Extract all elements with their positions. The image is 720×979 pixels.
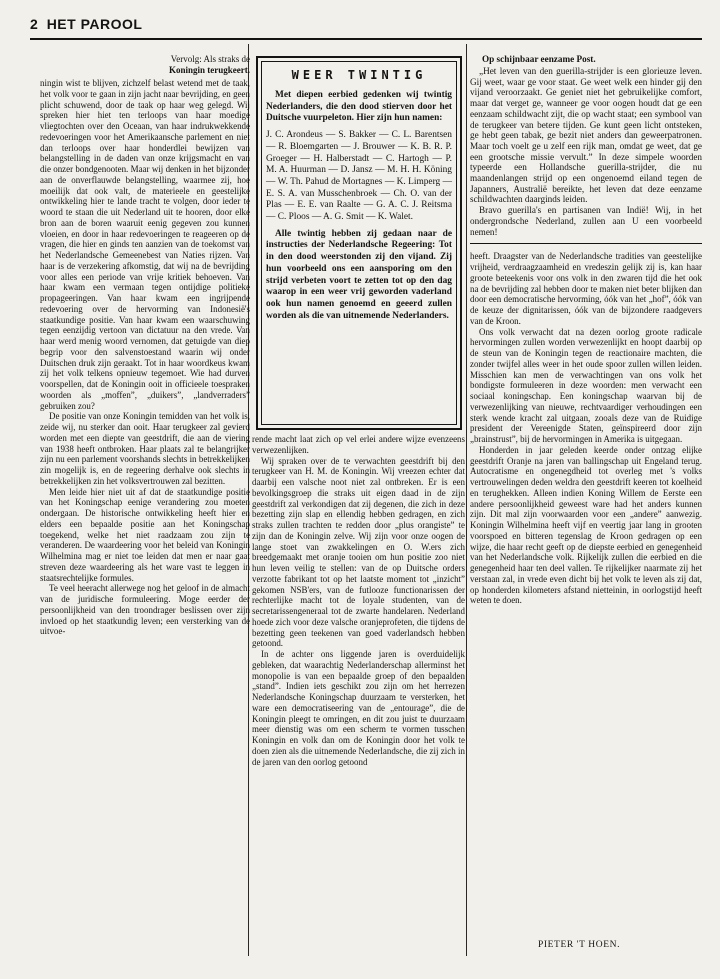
paragraph: Wij spraken over de te verwachten geestdrift bij den terugkeer van H. M. de Koningin. Wij vreezen echter dat daarbij een valsche noot niet zal ontbreken. Er is een bevolkingsgroep die straks uit eigen daad in de zijn geestdrift zal verkondigen dat zij degenen, die zich in deze bezetting zijn slap en ellendig hebben gedragen, en zich straks zullen trachten te redden door „plus orangiste” te zijn dan de Koningin zelve. Wij zijn voor onze oogen de lange stoet van zwakkelingen en O. W.ers zich breedgemaakt met oranje tooien om hun positie zoo niet hun leven veilig te stellen: van de op Duitsche orders verzotte fabrikant tot op het laatste moment tot „inzicht” gekomen NSB'ers, van de futlooze functionarissen der rechterlijke macht tot de loyale studenten, van de secretarissengeneraal tot de zwarte handelaren. Nederland hoede zich voor deze valsche oranjeprofeten, die tijdens de bezetting geen teekenen van goed vaderlandsch hebben getoond. (252, 455, 465, 649)
author-signature: PIETER 'T HOEN. (538, 940, 621, 950)
section-rule (470, 243, 702, 244)
column-divider (466, 44, 467, 956)
sidebar-heading: Op schijnbaar eenzame Post. (482, 54, 596, 64)
box-intro: Met diepen eerbied gedenken wij twintig Nederlanders, die den dood stierven door het Duitsche vuurpeleton. Hier zijn hun namen: (266, 90, 452, 124)
box-names: J. C. Arondeus — S. Bakker — C. L. Barentsen — R. Bloemgarten — J. Brouwer — K. B. R. P. Groeger — H. Halberstadt — C. Hartogh — P. M. A. Huurman — D. Jansz — M. H. H. Köning — W. Th. Pahud de Mortagnes — K. Limperg — E. S. A. van Musschenbroek — Ch. O. van der Plas — E. E. van Raalte — G. A. C. J. Reitsma — C. Ploos — A. G. Smit — K. Walet. (266, 130, 452, 223)
paragraph: Bravo guerilla's en partisanen van Indië! Wij, in het ondergrondsche Nederland, zullen aan U een voorbeeld nemen! (470, 205, 702, 237)
box-outro: Alle twintig hebben zij gedaan naar de instructies der Nederlandsche Regeering: Tot in den dood weerstonden zij den vijand. Zij hun voorbeeld ons een aansporing om den strijd verbeten voort te zetten tot op den dag waarop in een weer vrij geworden vaderland ook hun namen genoemd en geeerd zullen worden als die van uitnemende Nederlanders. (266, 228, 452, 321)
paragraph: rende macht laat zich op vel erlei andere wijze evenzeens verwezenlijken. (252, 434, 465, 455)
paragraph: Te veel heeracht allerwege nog het geloof in de almacht van de juridische formuleering. Moge eerder der persoonlijkheid van den troondrager beslissen over zijn invloed op het staatkundig leven; een versterking van de uitvoe- (40, 583, 250, 637)
article-body (470, 251, 702, 606)
page-header (30, 16, 700, 34)
paragraph: heeft. Draagster van de Nederlandsche tradities van geestelijke vrijheid, verdraagzaamheid en vredeszin gelijk zij is, kan haar groote beteekenis voor ons volk in den zwaren tijd die het ook na de bevrijding zal hebben door te maken niet beter blijken dan door een democratische hervorming, óók van het „hof”, óók van de keuze der dignitarissen, óók van de bijzondere raadgevers van de Kroon. (470, 251, 702, 326)
paragraph: „Het leven van den guerilla-strijder is een glorieuze leven. Gij weet, waar ge voor staat. Ge weet welk een hinder gij den vijand veroorzaakt. Ge geniet niet het gebruikelijke comfort, maar dat verget ge, wanneer ge voor oogen houdt dat ge een eenzaam schildwacht zijt, die op wacht staat; een symbool van de terugkeer van betere tijden. Ge kunt geen licht ontsteken, ge hebt geen tabak, ge bezit niet anders dan geweerpatronen. Maar toch voelt ge u zelf een rijk man, omdat ge weet, dat ge een grootsche missie vervult.” In deze simpele woorden typeerde een Hollandsche guerilla-strijder, die nu maandenlangen strijd op een ongenoemd eiland tegen de Japanners, Australië bereikte, het leven dat deze eenzame schildwachten daarginds leiden. (470, 66, 702, 205)
box-title: WEER TWINTIG (291, 68, 427, 82)
column-2 (252, 44, 465, 767)
paragraph: Ons volk verwacht dat na dezen oorlog groote radicale hervormingen zullen worden verwezenlijkt en hoopt daarbij op de steun van de Koningin tegen de reactionaire machten, die zonder twijfel alles weer in het oude spoor zullen willen leiden. Misschien kan men de verwachtingen van ons volk het bondigste formuleeren in deze woorden: men verwacht een sociaal koningschap. Een koningschap waarvan bij de verwezenlijking van nieuwe, rechtvaardiger verhoudingen een sterk wende kracht zal uitgaan, zooals deze van de Ruidige president der Vereenigde Staten, geïnspireerd door zijn „brainstrust”, bij de hervormingen in Amerika is uitgegaan. (470, 326, 702, 444)
newspaper-title: HET PAROOL (46, 16, 143, 32)
paragraph: De positie van onze Koningin temidden van het volk is, zeide wij, nu sterker dan ooit. Haar terugkeer zal gevierd worden met een diepte van geestdrift, die aan de viering van 1938 heeft ontbroken. Haar plaats zal te belangrijker zijn nu een parlement voorshands slechts in betrekkelijken zin mogelijk is, en de regeering derhalve ook slechts in betrekkelijken zin het volksvertrouwen zal bezitten. (40, 411, 250, 486)
header-rule (30, 38, 702, 40)
continuation-label: Vervolg: Als straks de (170, 54, 250, 64)
column-1 (40, 44, 250, 637)
paragraph: In de achter ons liggende jaren is overduidelijk gebleken, dat waarachtig Nederlanderschap allerminst het monopolie is van een bepaalde groep of den bepaalden „stand”. Indien iets geschikt zou zijn om het herrezen Nederlandsche Koningschap duurzaam te versterken, het ware een democratiseering van de „entourage”, die de Koningin pleegt te omringen, en dit zou juist te duurzaam meer dienstig was om een scherm te vormen tusschen Koningin en volk dan om de Koningin door het volk te doen zien als die uitnemende Nederlandsche, die zij zich in de jaren van den oorlog getoond (252, 649, 465, 767)
paragraph: Men leide hier niet uit af dat de staatkundige positie van het Koningschap eenige verandering zou moeten ondergaan. De historische ontwikkeling heeft hier en elders een bepaalde positie aan het Koningschap toegekend, welke het niet raadzaam zou zijn te veranderen. De waardeering voor het beleid van Koningin Wilhelmina mag er niet toe leiden dat men er naar gaat streven deze waardeering als het ware vast te leggen in staatsrechtelijke formules. (40, 486, 250, 583)
page-number: 2 (30, 16, 39, 32)
sidebar-article (470, 66, 702, 237)
article-body (252, 434, 465, 767)
continuation-title: Koningin terugkeert. (169, 65, 250, 75)
paragraph: ningin wist te blijven, zichzelf belast wetend met de taak, het volk voor te gaan in zijn jacht naar bevrijding, en geen plicht schuwend, door de taak op haar weg gelegd. Wij spreken hier hiet ten terloops van haar moedige vliegtochten over den Oceaan, van haar indrukwekkende redevoeringen voor het Amerikaansche parlement en niet dan terloops over haar honderdlei bewijzen van belangstelling in de daden van onze krijgsmacht en van die onzer bondgenooten. Maar wij denken in het bijzonder aan de onverflauwde belangstelling, waarmee zij, hoe moeilijk dat ook valt, de materieele en geestelijke ontwikkeling hier te lande tracht te volgen, door ieder te woord te staan die uit Nederland uit te hooren, door elke bron aan de boren waaruit eenig gegeven zou kunnen vloeien, en door in haar redevoeringen te reageeren op de vragen, die hier en ginds ten aanzien van de toekomst van het Nederlandsche Gemeenebest van Naties rijzen. Van haar is de verzekering afkomstig, dat wij na de bevrijding voor alles een periode van vrije kritiek behoeven. Van haar kwam een vermaan tegen ontijdige politieke propageeringen. Van haar kwam een ingrijpende redevoering over de hervorming van Indonesië's staatkundige positie. Van haar kwam een waarschuwing tegen eenzijdig vertoon van dictatuur na den vrede. Van haar werd menig woord vernomen, dat getuigde van diep begrip voor den salvenstoestand waarin wij onder Duitschen druk zijn geraakt. Tot in haar woordkeus kwam zij het volk telkens opnieuw tegemoet. Wie had durven voorspellen, dat de Koningin ooit in officieele toespraken woorden als „moffen”, „duikers”, „landverraders” gebruiken zou? (40, 78, 250, 411)
article-body (40, 78, 250, 637)
column-3 (470, 44, 702, 606)
continuation-note (40, 54, 250, 76)
paragraph: Honderden in jaar geleden keerde onder ontzag elijke geestdrift Oranje na jaren van ballingschap uit Engeland terug. Autocratisme en ongenegdheid tot overleg met 's volks vertrouwelingen deden weldra den geestdrift keeren tot koelheid en terughekken. Alleen indien Koning Willem de Eerste een andere persoonlijkheid geweest ware had het anders kunnen zijn. Dit mal zijn voorwaarden voor een „andere” aanwezig. Koningin Wilhelmina heeft vijf en veertig jaar lang in grooten voorspoed en bitteren tegenslag de Kroon gedragen op een wijze, die haar recht geeft op de diepste eerbied en genegenheid van het Nederlandsche volk. Rijkelijk zullen die eerbied en die genegenheid haar ten deel vallen. Te rijkelijker naarmate zij het verstaan zal, in vrede even dicht bij het volk te leven als zij dat, op honderden kilometers afstand nietteinin, in oorlogstijd heeft weten te doen. (470, 444, 702, 606)
